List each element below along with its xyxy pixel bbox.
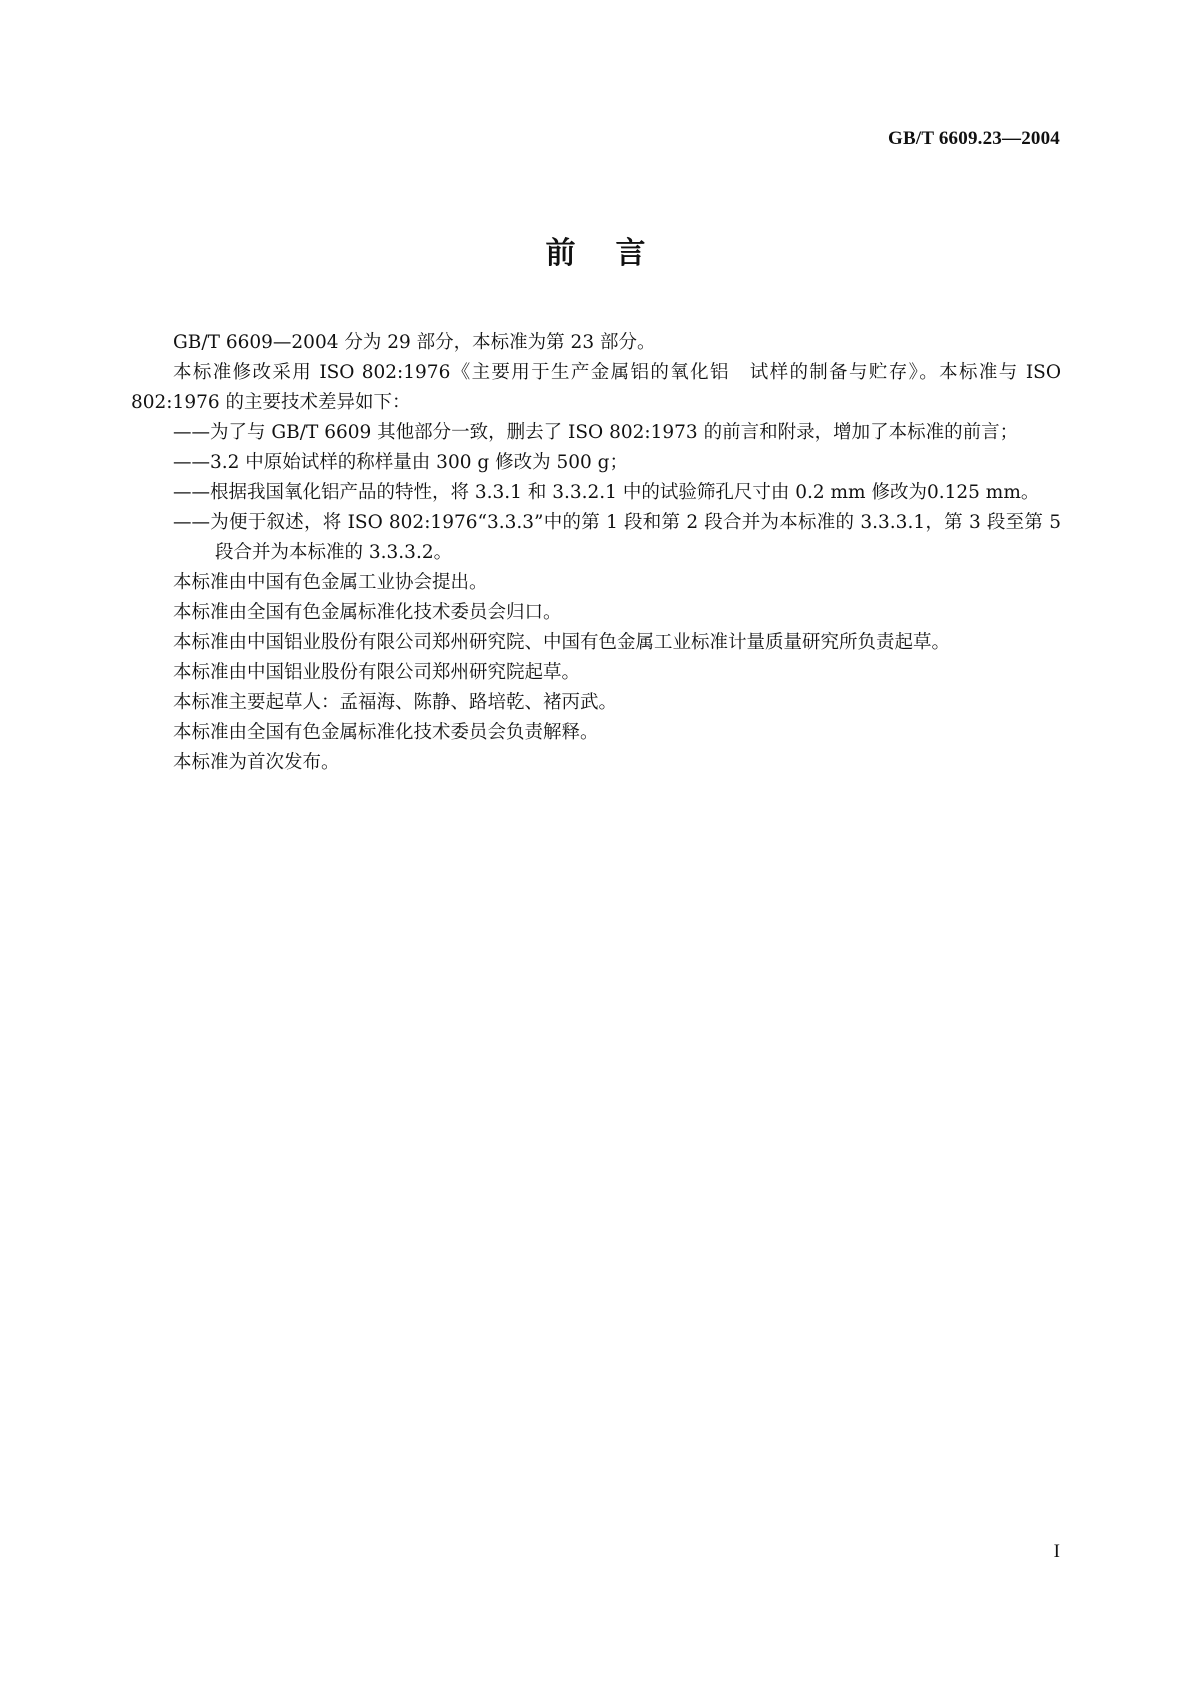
paragraph-drafted-by: 本标准由中国铝业股份有限公司郑州研究院起草。 — [173, 662, 581, 683]
difference-item: ——为便于叙述，将 ISO 802:1976“3.3.3”中的第 1 段和第 2 段合并为本标准的 3.3.3.1，第 3 段至第 5 段合并为本标准的 3.3.3.2。 — [173, 512, 1061, 563]
paragraph-first-release: 本标准为首次发布。 — [173, 752, 340, 773]
page-title: 前言 — [545, 236, 686, 271]
difference-item: ——3.2 中原始试样的称样量由 300 g 修改为 500 g； — [173, 452, 629, 473]
foreword-body — [131, 328, 1061, 778]
page-number: I — [1053, 1541, 1060, 1562]
paragraph-drafters: 本标准主要起草人：孟福海、陈静、路培乾、褚丙武。 — [173, 692, 618, 713]
paragraph-parts: GB/T 6609—2004 分为 29 部分，本标准为第 23 部分。 — [173, 332, 656, 353]
standard-code: GB/T 6609.23—2004 — [888, 128, 1060, 149]
difference-item: ——根据我国氧化铝产品的特性，将 3.3.1 和 3.3.2.1 中的试验筛孔尺寸由 0.2 mm 修改为0.125 mm。 — [173, 482, 1040, 503]
difference-item: ——为了与 GB/T 6609 其他部分一致，删去了 ISO 802:1973 的前言和附录，增加了本标准的前言； — [173, 422, 1019, 443]
paragraph-centralized: 本标准由全国有色金属标准化技术委员会归口。 — [173, 602, 562, 623]
paragraph-proposer: 本标准由中国有色金属工业协会提出。 — [173, 572, 488, 593]
paragraph-adoption: 本标准修改采用 ISO 802:1976《主要用于生产金属铝的氧化铝 试样的制备与贮存》。本标准与 ISO 802:1976 的主要技术差异如下： — [131, 362, 1061, 413]
paragraph-interpretation: 本标准由全国有色金属标准化技术委员会负责解释。 — [173, 722, 599, 743]
paragraph-responsible-drafting: 本标准由中国铝业股份有限公司郑州研究院、中国有色金属工业标准计量质量研究所负责起草。 — [173, 632, 951, 653]
